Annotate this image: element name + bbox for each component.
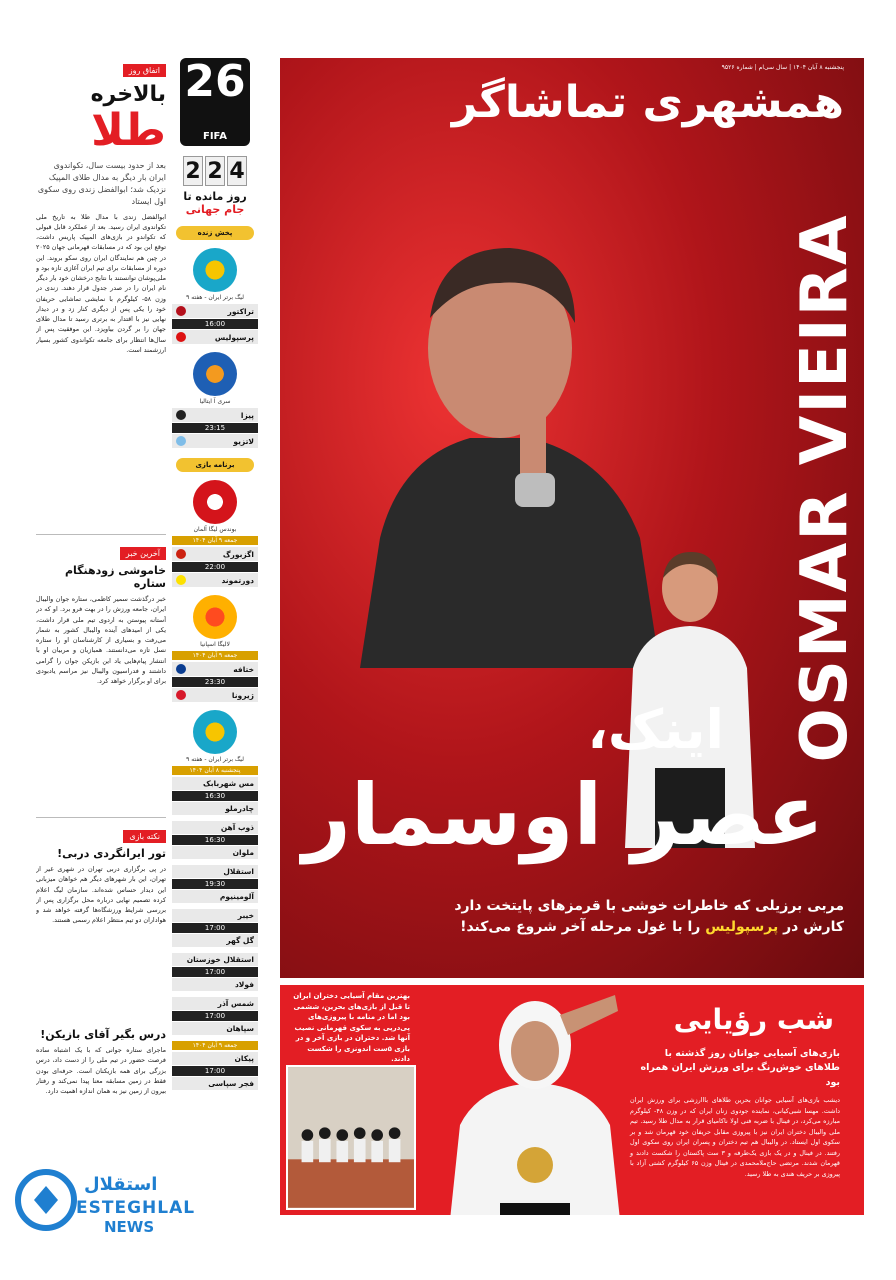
article-top bbox=[36, 58, 166, 528]
team-name: مس شهربابک bbox=[203, 779, 254, 788]
match-date: جمعه ۹ آبان ۱۴۰۴ bbox=[172, 651, 258, 660]
away-team bbox=[172, 434, 258, 448]
box-body: دیشب بازی‌های آسیایی جوانان بحرین طلاهای بااارزشی برای ورزش ایران داشت. مهسا شبی‌کیانی، نماینده جودوی زنان ایران که در وزن ۴۸- کیلوگرم مبارزه می‌کرد، در فینال با ضربه فنی اولا ناکامیای قرار به مدال طلا رسید. تیم ملی والیبال دختران ایران نیز با پیروزی مقابل حریفان خود قهرمان شد و بر سکوی اول ایستاد. در والیبال هم تیم دختران و پسران ایران روی سکوی اول رفتند. در فینال و در یک بازی یک‌طرفه و ۳ ست پاکستان را شکست دادند و قهرمان شدند. مرتضی حاج‌ملامحمدی در فینال وزن ۶۵ کیلوگرم کشتی آزاد با پیروزی بر حریف هندی به طلا رسید. bbox=[630, 1096, 841, 1178]
watermark-text-en: ESTEGHLAL bbox=[76, 1198, 196, 1218]
home-team bbox=[172, 865, 258, 878]
match-time: 17:00 bbox=[172, 923, 258, 933]
match-date: پنجشنبه ۸ آبان ۱۴۰۴ bbox=[172, 766, 258, 775]
match-time: 17:00 bbox=[172, 967, 258, 977]
article-lead: بعد از حدود بیست سال، تکواندوی ایران بار دیگر به مدال طلای المپیک نزدیک شد؛ ابوالفضل زندی روی سکوی اول ایستاد bbox=[37, 160, 166, 206]
box-lead: بازی‌های آسیایی جوانان روز گذشته با طلاهای خوش‌رنگ برای ورزش ایران همراه بود bbox=[640, 1048, 840, 1088]
match-date: جمعه ۹ آبان ۱۴۰۴ bbox=[172, 536, 258, 545]
divider bbox=[36, 534, 166, 535]
team-name: شمس آذر bbox=[217, 999, 254, 1008]
team-name: پرسپولیس bbox=[214, 332, 254, 342]
section-tag: اتفاق روز bbox=[123, 64, 166, 77]
photo-caption: بهترین مقام آسیایی دختران ایران تا قبل از بازی‌های بحرین، ششمی بود اما در منامه با پیروزی‌های پی‌در‌پی به سکوی قهرمانی نصیب آنها شد. دختران در بازی آخر و در بازی ۵ست اندونزی را شکست دادند. bbox=[293, 992, 410, 1063]
match bbox=[172, 997, 258, 1035]
match bbox=[172, 909, 258, 947]
newspaper-logo: همشهری تماشاگر bbox=[451, 77, 844, 128]
match bbox=[172, 547, 258, 587]
article-headline-red: طلا bbox=[91, 105, 166, 157]
away-team bbox=[172, 1022, 258, 1035]
team-name: آلومینیوم bbox=[219, 892, 254, 901]
vertical-name-text: OSMAR VIEIRA bbox=[788, 213, 862, 763]
headline-small: اینک، bbox=[587, 698, 724, 761]
countdown-target: جام جهانی bbox=[185, 203, 245, 216]
team-crest-icon bbox=[176, 306, 186, 316]
home-team bbox=[172, 821, 258, 834]
schedule-column bbox=[172, 58, 258, 1223]
home-team bbox=[172, 662, 258, 676]
match-time: 23:30 bbox=[172, 677, 258, 687]
article-body: ماجرای ستاره جوانی که با یک اشتباه ساده فرصت حضور در تیم ملی را از دست داد، درس بزرگی برای همه بازیکنان است. حرفه‌ای بودن فقط در زمین مسابقه معنا پیدا نمی‌کند و رفتار بیرون از زمین نیز به همان اندازه اهمیت دارد. bbox=[36, 1046, 166, 1095]
away-team bbox=[172, 688, 258, 702]
team-crest-icon bbox=[176, 549, 186, 559]
match bbox=[172, 662, 258, 702]
subheadline-line bbox=[300, 917, 844, 938]
judoka-portrait-image bbox=[430, 985, 640, 1215]
countdown-digit: 2 bbox=[183, 156, 203, 186]
team-name: پیزا bbox=[240, 410, 254, 420]
league-name: لیگ برتر ایران - هفته ۹ bbox=[186, 756, 244, 763]
home-team bbox=[172, 909, 258, 922]
main-cover bbox=[280, 58, 864, 978]
iran-league-logo-icon bbox=[193, 710, 237, 754]
article-headline: خاموشی زودهنگام ستاره bbox=[64, 564, 166, 590]
team-crest-icon bbox=[176, 332, 186, 342]
team-name: ذوب آهن bbox=[220, 823, 254, 832]
team-name: خیبر bbox=[237, 911, 254, 920]
away-team bbox=[172, 1077, 258, 1090]
masthead bbox=[300, 64, 844, 138]
match-time: 23:15 bbox=[172, 423, 258, 433]
serie-a-logo-icon bbox=[193, 352, 237, 396]
article-note bbox=[36, 824, 166, 1024]
bundesliga-logo-icon bbox=[193, 480, 237, 524]
watermark-text-news: NEWS bbox=[104, 1218, 155, 1236]
divider bbox=[36, 817, 166, 818]
article-headline: تور ایرانگردی دربی! bbox=[57, 847, 166, 860]
away-team bbox=[172, 934, 258, 947]
box-title: شب رؤیایی bbox=[673, 1003, 834, 1036]
match-time: 17:00 bbox=[172, 1011, 258, 1021]
team-name: ختافه bbox=[233, 664, 254, 674]
match-time: 16:30 bbox=[172, 791, 258, 801]
section-tag: آخرین خبر bbox=[120, 547, 166, 560]
match-time: 17:00 bbox=[172, 1066, 258, 1076]
team-name: ژیرونا bbox=[231, 690, 254, 700]
team-crest-icon bbox=[176, 436, 186, 446]
match-time: 16:00 bbox=[172, 319, 258, 329]
article-headline: بالاخره bbox=[90, 82, 166, 107]
team-name: ملوان bbox=[232, 848, 254, 857]
team-name: پیکان bbox=[234, 1054, 254, 1063]
match-date: جمعه ۹ آبان ۱۴۰۴ bbox=[172, 1041, 258, 1050]
team-name: دورتموند bbox=[221, 575, 254, 585]
league-name: لیگ برتر ایران - هفته ۹ bbox=[186, 294, 244, 301]
subheadline-part: را با غول مرحله آخر شروع می‌کند! bbox=[460, 919, 706, 935]
match-time: 22:00 bbox=[172, 562, 258, 572]
team-name: تراکتور bbox=[227, 306, 254, 316]
countdown-digit: 2 bbox=[205, 156, 225, 186]
program-label: برنامه بازی bbox=[176, 458, 254, 472]
issue-info: پنجشنبه ۸ آبان ۱۴۰۴ | سال سی‌ام | شماره ۹۵۲۶ bbox=[721, 64, 844, 71]
team-name: لاتزیو bbox=[233, 436, 254, 446]
team-name: استقلال خوزستان bbox=[186, 955, 254, 964]
team-name: استقلال bbox=[223, 867, 254, 876]
home-team bbox=[172, 953, 258, 966]
world-cup-logo bbox=[180, 58, 250, 146]
match-time: 16:30 bbox=[172, 835, 258, 845]
subheadline-highlight: پرسپولیس bbox=[705, 919, 779, 935]
league-name: لالیگا اسپانیا bbox=[200, 641, 230, 648]
match bbox=[172, 1052, 258, 1090]
team-name: فجر سپاسی bbox=[208, 1079, 254, 1088]
left-articles-column bbox=[36, 58, 166, 1228]
home-team bbox=[172, 408, 258, 422]
laliga-logo-icon bbox=[193, 595, 237, 639]
home-team bbox=[172, 997, 258, 1010]
team-name: چادرملو bbox=[225, 804, 254, 813]
esteghlal-news-watermark bbox=[14, 1160, 196, 1250]
team-crest-icon bbox=[176, 664, 186, 674]
team-name: فولاد bbox=[234, 980, 254, 989]
watermark-text-fa: استقلال bbox=[84, 1174, 158, 1195]
team-crest-icon bbox=[176, 575, 186, 585]
countdown-label: روز مانده تا bbox=[183, 190, 247, 203]
home-team bbox=[172, 777, 258, 790]
iran-league-logo-icon bbox=[193, 248, 237, 292]
team-name: اگزبورگ bbox=[222, 549, 254, 559]
article-body: ابوالفضل زندی با مدال طلا به تاریخ ملی تکواندوی ایران رسید. بعد از عملکرد قابل قبولی که تکواندو در بازی‌های المپیک پاریس داشت، توقع این بود که در مسابقات قهرمانی جهان ۲۰۲۵ در چین هم نمایندگان ایران روی سکو بروند. این دوره از مسابقات برای تیم ایران آغازی تازه بود و ملی‌پوشان توانستند با نتایج درخشان خود بار دیگر نام ایران را در صدر جدول قرار دهند. زندی در وزن ۵۸- کیلوگرم با نمایشی تماشایی حریفان خود را یکی پس از دیگری کنار زد و در دیدار نهایی نیز با اقتدار به برتری رسید تا مدال طلای جهان را بر گردن بیاویزد. این موفقیت پس از سال‌ها انتظار برای جامعه تکواندوی کشور بسیار ارزشمند است. bbox=[36, 212, 166, 354]
subheadline-line: مربی برزیلی که خاطرات خوشی با قرمزهای پایتخت دارد bbox=[454, 898, 844, 914]
youth-games-box bbox=[280, 985, 864, 1215]
team-crest-icon bbox=[176, 690, 186, 700]
match bbox=[172, 821, 258, 859]
away-team bbox=[172, 846, 258, 859]
home-team bbox=[172, 547, 258, 561]
countdown bbox=[172, 156, 258, 186]
match bbox=[172, 777, 258, 815]
match-time: 19:30 bbox=[172, 879, 258, 889]
cover-subheadline bbox=[300, 896, 844, 938]
fifa-label: FIFA bbox=[203, 131, 227, 142]
article-body: خبر درگذشت سمیر کاظمی، ستاره جوان والیبال ایران، جامعه ورزش را در بهت فرو برد. او که در آستانه پیوستن به اردوی تیم ملی قرار داشت، یکی از امیدهای آینده والیبال کشور به شمار می‌رفت و بسیاری از کارشناسان او را ستاره نسل تازه می‌دانستند. همبازیان و مربیان او با انتشار پیام‌هایی یاد این بازیکن جوان را گرامی داشتند و فدراسیون والیبال نیز مراسم یادبودی برای او برگزار خواهد کرد. bbox=[36, 595, 166, 685]
team-name: گل گهر bbox=[226, 936, 254, 945]
away-team bbox=[172, 978, 258, 991]
world-cup-number: 26 bbox=[184, 56, 246, 107]
match bbox=[172, 408, 258, 448]
article-body: در پی برگزاری دربی تهران در شهری غیر از تهران، این بار شهرهای دیگر هم خواهان میزبانی این دیدار حساس شده‌اند. سازمان لیگ اعلام کرده تصمیم نهایی درباره محل برگزاری پس از بررسی شرایط ورزشگاه‌ها گرفته خواهد شد و هواداران دو تیم منتظر اعلام رسمی هستند. bbox=[36, 865, 166, 925]
match bbox=[172, 865, 258, 903]
league-name: سری آ ایتالیا bbox=[199, 398, 231, 405]
volleyball-team-photo bbox=[286, 1065, 416, 1210]
section-tag: نکته بازی bbox=[123, 830, 166, 843]
headline-main: عصر اوسمار bbox=[302, 766, 824, 864]
away-team bbox=[172, 890, 258, 903]
match bbox=[172, 304, 258, 344]
home-team bbox=[172, 304, 258, 318]
away-team bbox=[172, 573, 258, 587]
away-team bbox=[172, 330, 258, 344]
subheadline-part: کارش در bbox=[778, 919, 844, 935]
away-team bbox=[172, 802, 258, 815]
live-label: پخش زنده bbox=[176, 226, 254, 240]
countdown-digit: 4 bbox=[227, 156, 247, 186]
vertical-name bbox=[780, 168, 864, 808]
league-name: بوندس لیگا آلمان bbox=[193, 526, 237, 533]
article-headline: درس بگیر آقای بازیکن! bbox=[40, 1028, 166, 1041]
home-team bbox=[172, 1052, 258, 1065]
esteghlal-logo-icon bbox=[14, 1164, 78, 1244]
match bbox=[172, 953, 258, 991]
article-news bbox=[36, 541, 166, 811]
team-name: سپاهان bbox=[226, 1024, 254, 1033]
team-crest-icon bbox=[176, 410, 186, 420]
